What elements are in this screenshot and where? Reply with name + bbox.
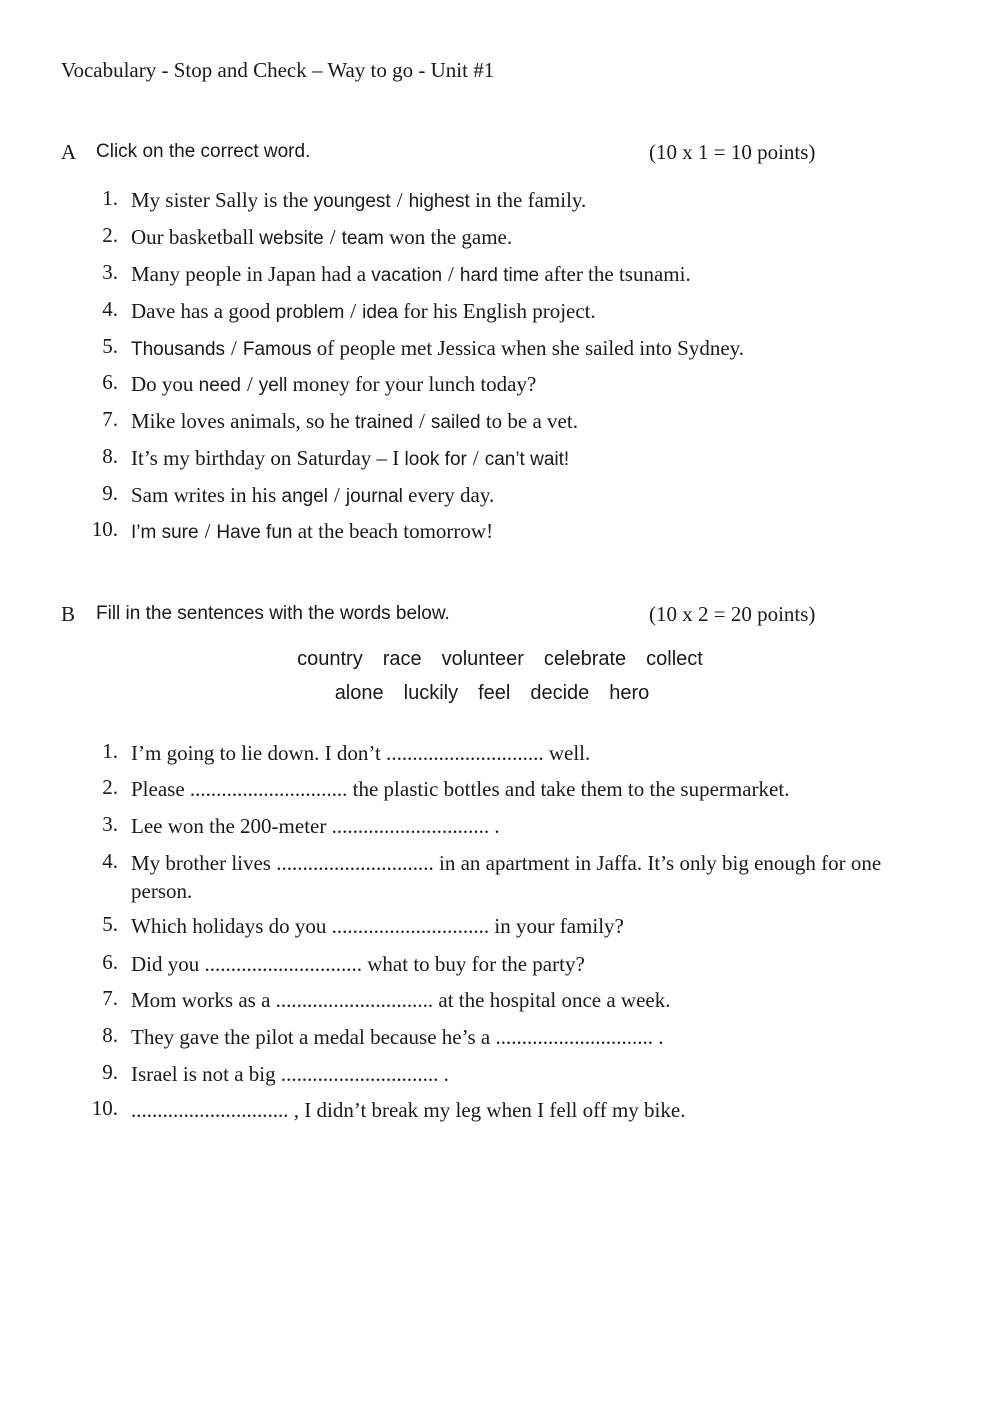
choice-option-1[interactable]: Thousands	[131, 339, 226, 360]
fill-blank[interactable]: ..............................	[280, 1062, 439, 1086]
sentence-after: of people met Jessica when she sailed into Sydney.	[311, 336, 745, 360]
item-sentence	[131, 334, 941, 364]
sentence-after: for his English project.	[398, 299, 596, 323]
choice-separator: /	[231, 336, 237, 360]
word-bank-word: celebrate	[543, 648, 627, 670]
item-number: 10.	[91, 517, 118, 541]
sentence-before: I’m going to lie down. I don’t	[131, 741, 387, 765]
sentence-after: to be a vet.	[480, 409, 578, 433]
item-sentence	[131, 481, 941, 511]
choice-option-2[interactable]: journal	[345, 486, 403, 507]
sentence-after: .	[489, 814, 500, 838]
item-number: 3.	[102, 260, 118, 284]
item-number: 1.	[102, 739, 118, 763]
choice-option-2[interactable]: yell	[258, 375, 288, 396]
fill-blank[interactable]: ..............................	[204, 952, 362, 976]
choice-separator: /	[419, 409, 425, 433]
word-bank-word: hero	[609, 682, 650, 704]
sentence-before: Many people in Japan had a	[131, 262, 372, 286]
item-sentence	[131, 739, 941, 767]
choice-separator: /	[448, 262, 454, 286]
word-bank-word: race	[382, 648, 422, 670]
sentence-before: Please	[131, 777, 190, 801]
sentence-after: .	[438, 1062, 449, 1086]
choice-option-2[interactable]: Have fun	[216, 522, 293, 543]
sentence-before: My sister Sally is the	[131, 188, 314, 212]
choice-separator: /	[204, 519, 211, 543]
section-b-points: (10 x 2 = 20 points)	[649, 602, 816, 626]
word-bank-row-1	[0, 648, 1000, 671]
word-bank-word: country	[297, 648, 363, 670]
choice-separator: /	[350, 299, 357, 323]
choice-option-1[interactable]: website	[259, 228, 324, 249]
sentence-before: Dave has a good	[131, 299, 276, 323]
item-number: 5.	[102, 912, 118, 936]
choice-option-2[interactable]: hard time	[459, 265, 540, 286]
fill-blank[interactable]: ..............................	[276, 851, 434, 875]
sentence-after: at the beach tomorrow!	[292, 519, 494, 543]
sentence-after: in your family?	[489, 914, 624, 938]
fill-blank[interactable]: ..............................	[275, 988, 434, 1012]
word-bank-word: collect	[646, 648, 703, 670]
item-number: 6.	[102, 370, 118, 394]
item-number: 5.	[102, 334, 118, 358]
word-bank-word: feel	[478, 682, 511, 704]
choice-separator: /	[472, 446, 479, 470]
item-sentence	[131, 370, 941, 400]
sentence-before: Mom works as a	[131, 988, 276, 1012]
item-sentence	[131, 1060, 941, 1088]
sentence-before: Sam writes in his	[131, 483, 282, 507]
item-sentence	[131, 950, 941, 978]
sentence-after: won the game.	[383, 225, 513, 249]
choice-option-1[interactable]: problem	[275, 302, 345, 323]
item-sentence	[131, 1096, 941, 1124]
sentence-after: the plastic bottles and take them to the supermarket.	[347, 777, 790, 801]
sentence-after: every day.	[402, 483, 495, 507]
item-number: 6.	[102, 950, 118, 974]
section-a-instruction: Click on the correct word.	[96, 141, 311, 162]
item-sentence	[131, 1023, 941, 1051]
word-bank-word: luckily	[403, 682, 459, 704]
choice-option-1[interactable]: youngest	[313, 191, 391, 212]
choice-option-2[interactable]: sailed	[430, 412, 481, 433]
fill-blank[interactable]: ..............................	[495, 1025, 653, 1049]
item-number: 7.	[102, 407, 118, 431]
item-number: 1.	[102, 186, 118, 210]
section-a-letter: A	[61, 140, 77, 164]
choice-option-2[interactable]: idea	[362, 302, 399, 323]
item-number: 10.	[91, 1096, 118, 1120]
item-number: 2.	[102, 775, 118, 799]
sentence-after: after the tsunami.	[539, 262, 691, 286]
item-sentence	[131, 912, 941, 940]
fill-blank[interactable]: ..............................	[386, 741, 544, 765]
choice-option-1[interactable]: I’m sure	[131, 522, 199, 543]
choice-separator: /	[246, 372, 253, 396]
sentence-after: what to buy for the party?	[362, 952, 585, 976]
choice-separator: /	[396, 188, 403, 212]
sentence-after: .	[652, 1025, 664, 1049]
sentence-before: Mike loves animals, so he	[131, 409, 355, 433]
sentence-after: , I didn’t break my leg when I fell off my bike.	[288, 1098, 686, 1122]
item-number: 2.	[102, 223, 118, 247]
item-sentence	[131, 407, 941, 437]
sentence-before: Israel is not a big	[131, 1062, 281, 1086]
item-sentence	[131, 444, 941, 474]
word-bank-word: decide	[530, 682, 590, 704]
section-b-instruction: Fill in the sentences with the words below.	[96, 603, 450, 624]
item-sentence	[131, 297, 941, 327]
choice-option-1[interactable]: need	[198, 375, 241, 396]
choice-option-2[interactable]: highest	[408, 191, 470, 212]
sentence-before: Which holidays do you	[131, 914, 332, 938]
fill-blank[interactable]: ..............................	[131, 1098, 289, 1122]
choice-separator: /	[329, 225, 336, 249]
page-title: Vocabulary - Stop and Check – Way to go - Unit #1	[61, 58, 495, 82]
choice-option-1[interactable]: angel	[281, 486, 328, 507]
sentence-after: at the hospital once a week.	[433, 988, 671, 1012]
item-number: 4.	[102, 297, 118, 321]
word-bank-word: alone	[334, 682, 384, 704]
sentence-before: My brother lives	[131, 851, 277, 875]
choice-option-2[interactable]: Famous	[242, 339, 312, 360]
section-a-points: (10 x 1 = 10 points)	[649, 140, 816, 164]
sentence-before: Lee won the 200-meter	[131, 814, 332, 838]
item-sentence	[131, 812, 941, 840]
choice-option-1[interactable]: look for	[404, 449, 467, 470]
sentence-after: in an apartment in Jaffa. It’s only big enough for one person.	[131, 851, 882, 903]
sentence-after: well.	[543, 741, 591, 765]
item-number: 4.	[102, 849, 118, 873]
item-sentence	[131, 849, 941, 905]
sentence-before: They gave the pilot a medal because he’s a	[131, 1025, 496, 1049]
item-number: 3.	[102, 812, 118, 836]
choice-separator: /	[334, 483, 340, 507]
item-sentence	[131, 223, 941, 253]
section-b-letter: B	[61, 602, 76, 626]
fill-blank[interactable]: ..............................	[331, 814, 490, 838]
fill-blank[interactable]: ..............................	[331, 914, 490, 938]
item-sentence	[131, 517, 941, 547]
item-number: 8.	[102, 444, 118, 468]
item-number: 9.	[102, 481, 118, 505]
sentence-before: Our basketball	[131, 225, 260, 249]
sentence-after: in the family.	[469, 188, 587, 212]
sentence-before: Do you	[131, 372, 199, 396]
sentence-after: money for your lunch today?	[287, 372, 537, 396]
choice-option-2[interactable]: team	[341, 228, 384, 249]
sentence-before: Did you	[131, 952, 205, 976]
item-number: 8.	[102, 1023, 118, 1047]
item-sentence	[131, 775, 941, 803]
fill-blank[interactable]: ..............................	[189, 777, 348, 801]
word-bank-word: volunteer	[441, 648, 524, 670]
item-sentence	[131, 986, 941, 1014]
item-number: 9.	[102, 1060, 118, 1084]
word-bank-row-2	[0, 682, 992, 705]
sentence-before: It’s my birthday on Saturday – I	[131, 446, 405, 470]
choice-option-2[interactable]: can’t wait!	[484, 449, 570, 470]
item-number: 7.	[102, 986, 118, 1010]
item-sentence	[131, 186, 941, 216]
choice-option-1[interactable]: vacation	[371, 265, 443, 286]
choice-option-1[interactable]: trained	[354, 412, 414, 433]
item-sentence	[131, 260, 941, 290]
